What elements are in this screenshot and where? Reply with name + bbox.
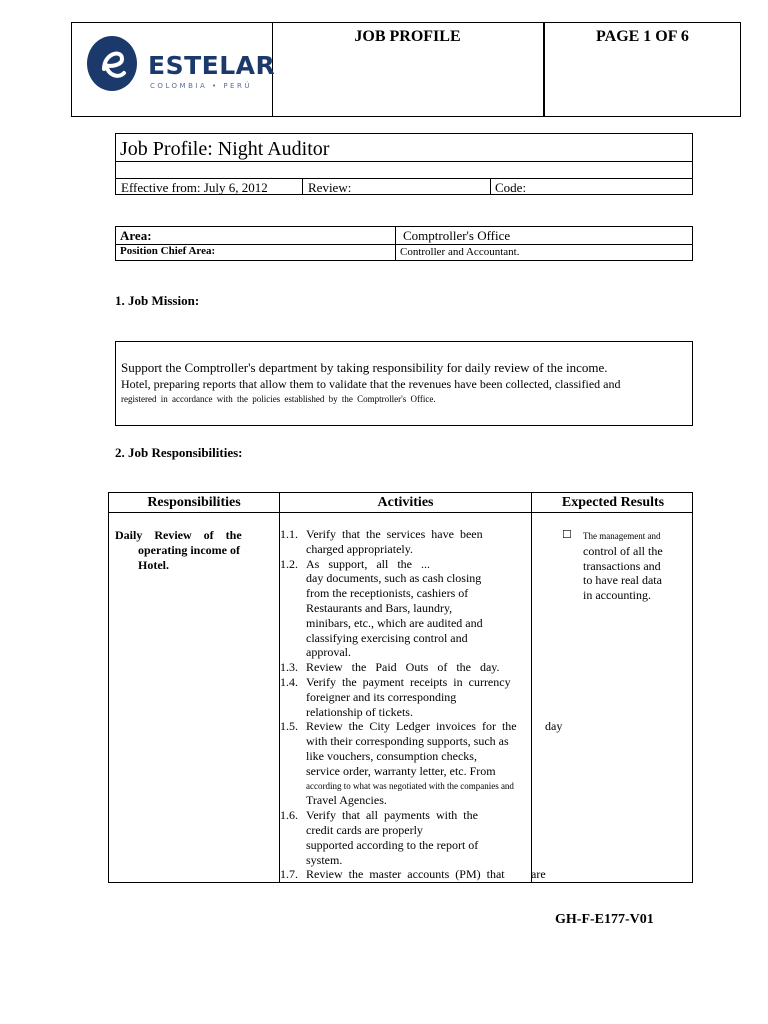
table-divider — [109, 512, 692, 513]
activity-text: like vouchers, consumption checks, — [306, 748, 477, 763]
activity-text: from the receptionists, cashiers of — [306, 586, 469, 601]
page-info: PAGE 1 OF 6 — [596, 28, 689, 45]
mission-heading: 1. Job Mission: — [115, 293, 200, 308]
activity-number: 1.4. — [280, 674, 298, 689]
activity-text: classifying exercising control and — [306, 630, 468, 645]
area-table — [115, 226, 693, 261]
checkbox-bullet-icon: ☐ — [562, 529, 572, 541]
expected-result-line: The management and — [583, 531, 661, 541]
document-code: GH-F-E177-V01 — [555, 912, 654, 927]
chief-area-value: Controller and Accountant. — [400, 246, 520, 258]
table-divider — [490, 178, 491, 194]
document-header — [71, 22, 741, 117]
doc-title-cell — [272, 23, 545, 116]
activity-text-overflow: are — [531, 867, 546, 882]
activity-text: according to what was negotiated with the companies and — [306, 780, 514, 791]
table-divider — [395, 227, 396, 260]
activity-text: Restaurants and Bars, laundry, — [306, 600, 453, 615]
activity-number: 1.3. — [280, 660, 298, 675]
activity-text-overflow: day — [545, 719, 563, 734]
column-header-expected-results: Expected Results — [561, 495, 665, 510]
job-profile-table — [115, 133, 693, 195]
logo-cell — [72, 23, 276, 116]
logo-brand-text: ESTELAR — [148, 51, 276, 80]
expected-result-line: to have real data — [583, 573, 662, 588]
expected-result-line: control of all the — [583, 543, 663, 558]
mission-line: Hotel, preparing reports that allow them to validate that the revenues have been collected, classified and — [121, 377, 621, 391]
expected-results-cell — [583, 529, 683, 603]
page-info-cell — [544, 23, 741, 116]
code-label: Code: — [495, 180, 527, 195]
column-header-responsibilities: Responsibilities — [147, 495, 241, 510]
doc-title: JOB PROFILE — [354, 28, 461, 45]
activity-text: relationship of tickets. — [306, 704, 413, 719]
responsibility-line: Hotel. — [138, 558, 169, 572]
table-divider — [302, 178, 303, 194]
activity-text: credit cards are properly — [306, 822, 423, 837]
activity-number: 1.7. — [280, 867, 298, 882]
responsibility-line: operating income of — [138, 543, 240, 557]
logo-tagline: COLOMBIA • PERÚ — [150, 82, 252, 90]
activity-item — [280, 660, 570, 675]
estelar-logo-icon — [86, 35, 138, 92]
activity-text: Verify that the services have been — [306, 527, 483, 541]
activity-text: minibars, etc., which are audited and — [306, 615, 483, 630]
activity-item — [280, 867, 570, 882]
activity-text: As support, all the ... — [306, 556, 430, 571]
activity-text: Travel Agencies. — [306, 793, 387, 808]
responsibility-cell — [115, 528, 255, 573]
area-label: Area: — [120, 228, 152, 243]
activities-list — [280, 527, 570, 882]
activity-number: 1.5. — [280, 719, 298, 734]
activity-text: approval. — [306, 645, 351, 660]
job-profile-title: Job Profile: Night Auditor — [120, 138, 330, 160]
expected-result-line: in accounting. — [583, 588, 651, 603]
activity-text: foreigner and its corresponding — [306, 689, 457, 704]
activity-number: 1.2. — [280, 556, 298, 571]
activity-text: supported according to the report of — [306, 837, 479, 852]
activity-item — [280, 808, 570, 823]
activity-text: Review the City Ledger invoices for the — [306, 719, 517, 734]
activity-text: Verify the payment receipts in currency — [306, 674, 511, 689]
activity-item — [280, 675, 570, 690]
responsibilities-table — [108, 492, 693, 883]
activity-text: Review the Paid Outs of the day. — [306, 660, 500, 675]
area-value: Comptroller's Office — [403, 228, 511, 243]
mission-line: registered in accordance with the policies established by the Comptroller's Office. — [121, 394, 436, 404]
responsibilities-heading: 2. Job Responsibilities: — [115, 445, 243, 460]
effective-date: Effective from: July 6, 2012 — [121, 180, 268, 195]
activity-text: Review the master accounts (PM) that — [306, 867, 505, 882]
activity-number: 1.1. — [280, 527, 298, 541]
expected-result-line: transactions and — [583, 558, 661, 573]
mission-box — [115, 341, 693, 426]
responsibility-line: Daily Review of the — [115, 528, 242, 542]
column-header-activities: Activities — [377, 495, 434, 510]
activity-item — [280, 557, 570, 572]
activity-text: Verify that all payments with the — [306, 808, 478, 823]
activity-text: charged appropriately. — [306, 541, 413, 556]
activity-text: system. — [306, 852, 343, 867]
activity-text: with their corresponding supports, such as — [306, 734, 509, 749]
chief-area-label: Position Chief Area: — [120, 245, 216, 257]
review-label: Review: — [308, 180, 352, 195]
activity-text: service order, warranty letter, etc. From — [306, 763, 496, 778]
activity-text: day documents, such as cash closing — [306, 571, 482, 586]
activity-item — [280, 527, 499, 542]
table-divider — [116, 178, 692, 179]
table-divider — [116, 161, 692, 162]
activity-number: 1.6. — [280, 808, 298, 823]
activity-item — [280, 719, 570, 734]
mission-line: Support the Comptroller's department by taking responsibility for daily review of the income. — [121, 360, 608, 375]
